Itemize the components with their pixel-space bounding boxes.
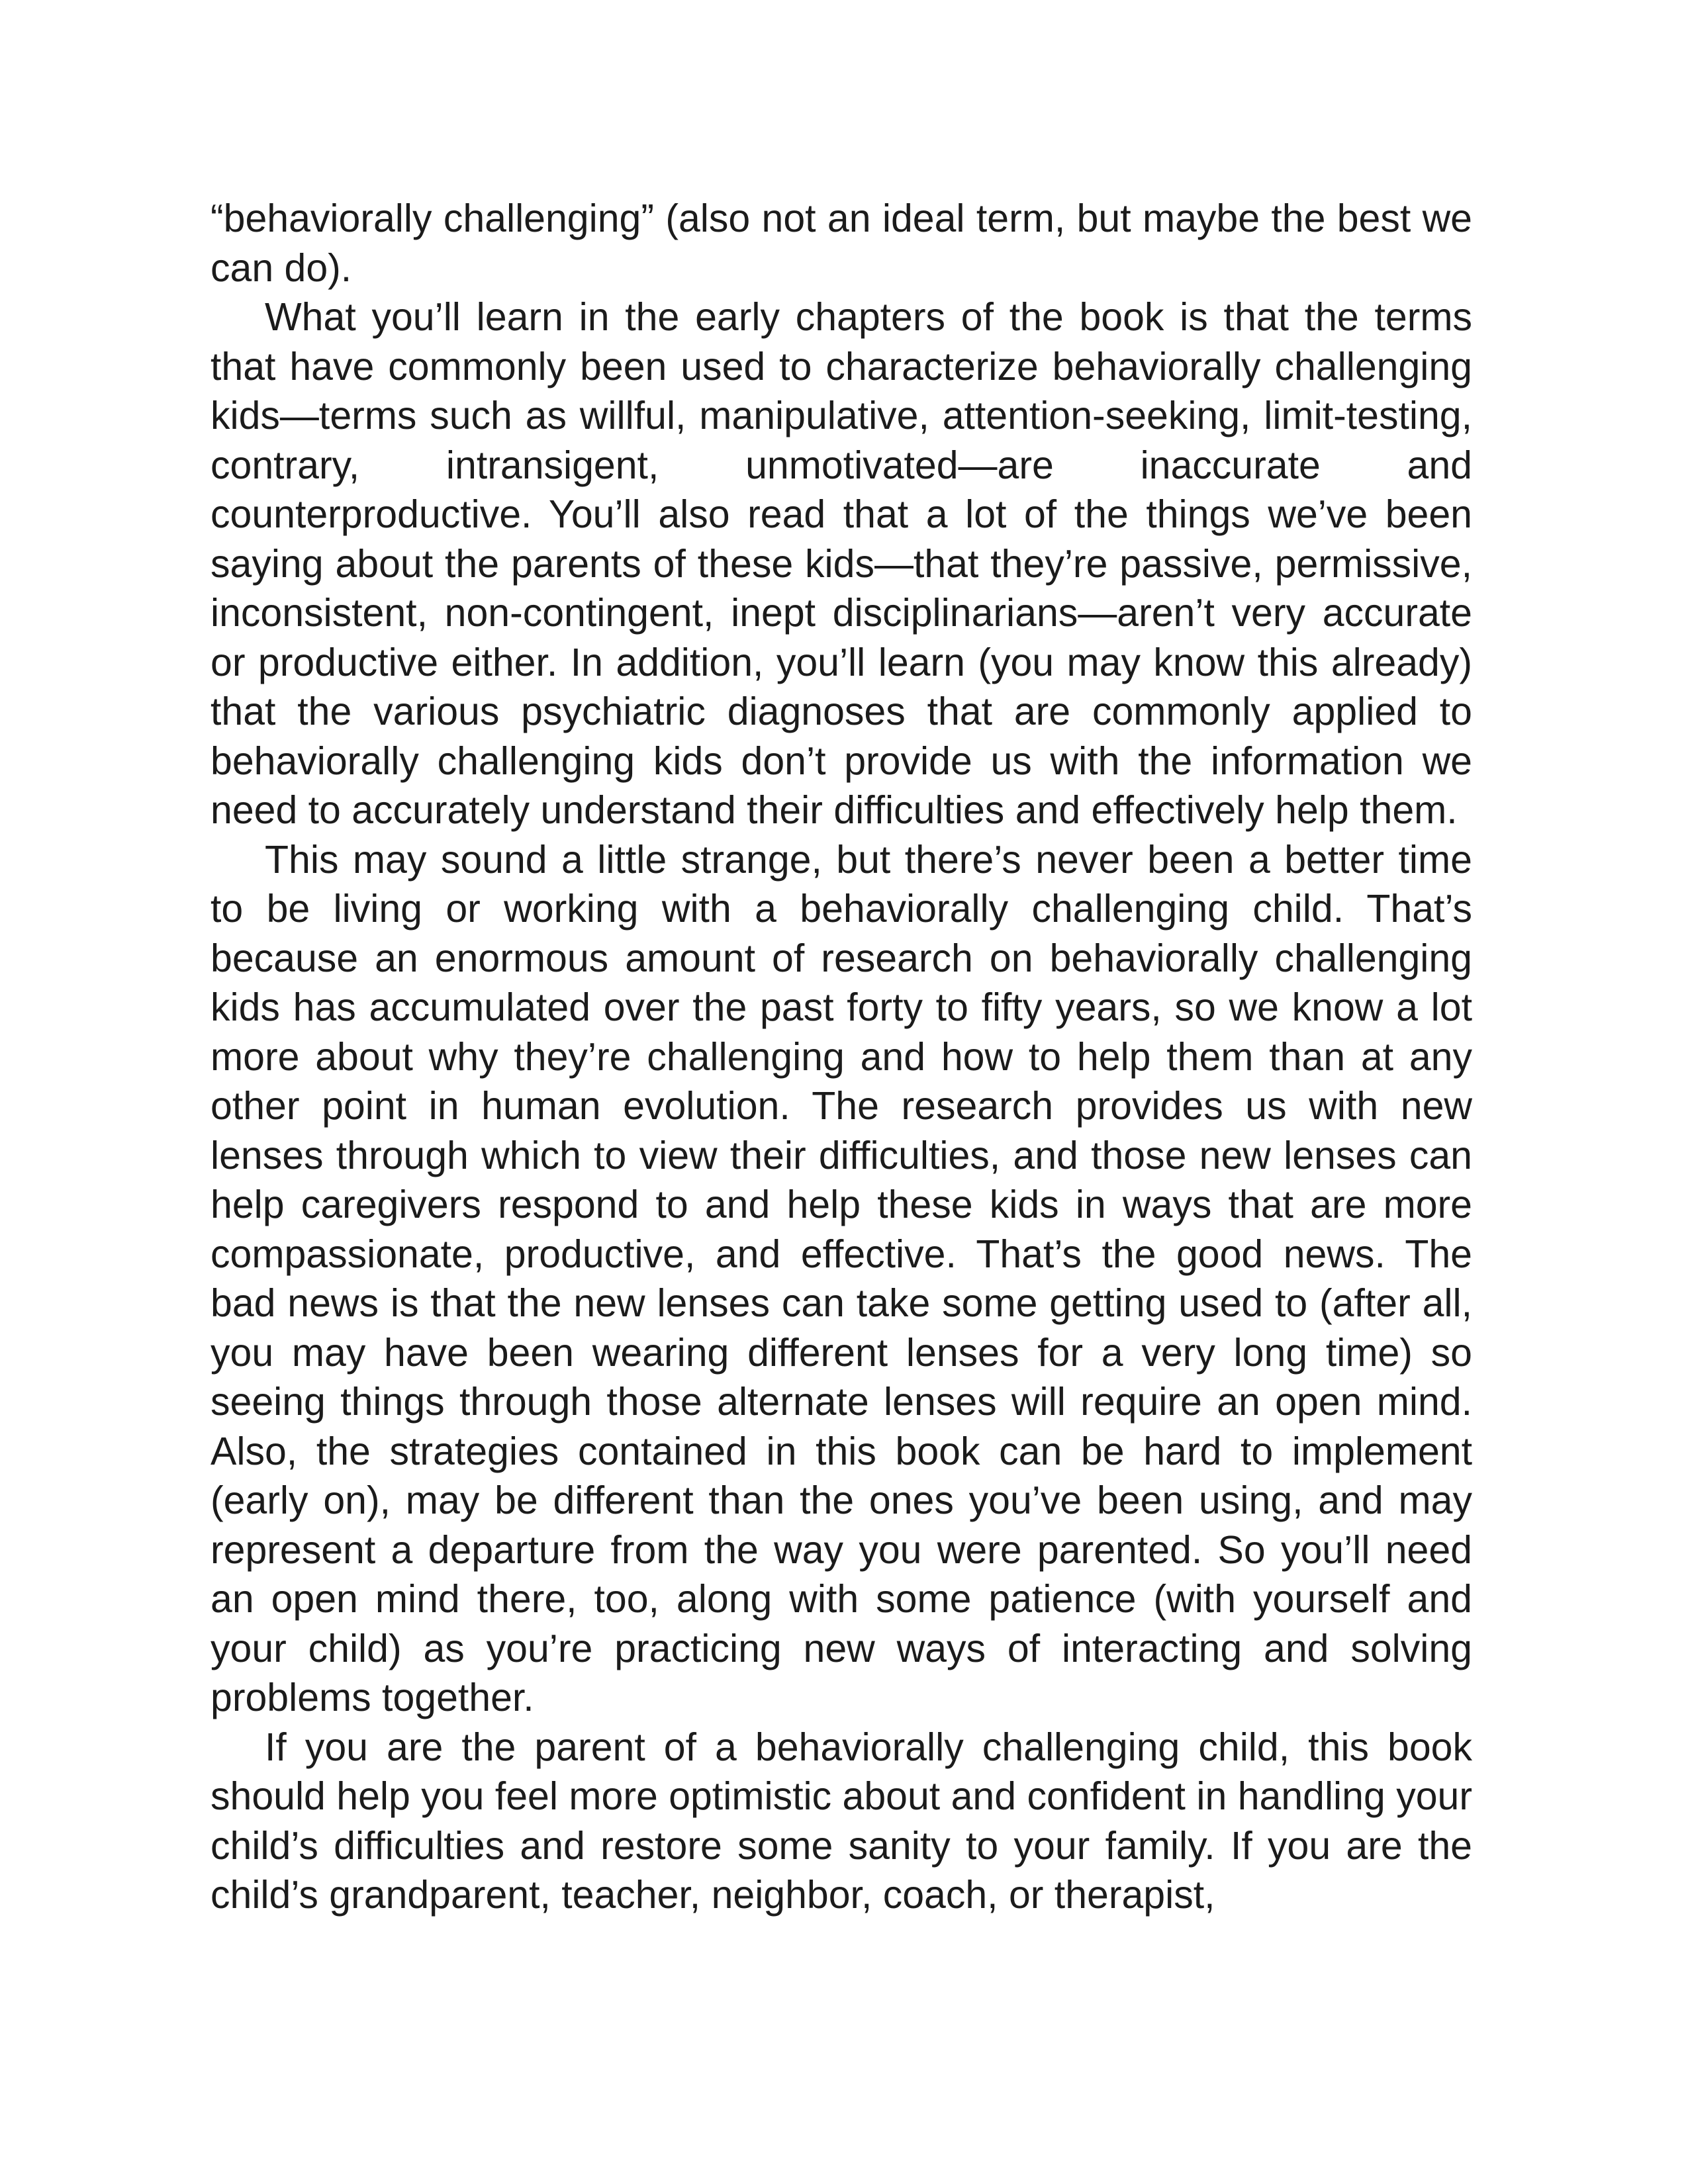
paragraph-continuation: “behaviorally challenging” (also not an ideal term, but maybe the best we can do). xyxy=(211,197,1472,290)
paragraph-audience: If you are the parent of a behaviorally challenging child, this book should help you feel more optimistic about and confident in handling your child’s difficulties and restore some sanity to your family. If you are the child’s grandparent, teacher, neighbor, coach, or therapist, xyxy=(211,1725,1472,1917)
paragraph-research: This may sound a little strange, but there’s never been a better time to be living or working with a behaviorally challenging child. That’s because an enormous amount of research on behaviorally challenging kids has accumulated over the past forty to fifty years, so we know a lot more about why they’re challenging and how to help them than at any other point in human evolution. The research provides us with new lenses through which to view their difficulties, and those new lenses can help caregivers respond to and help these kids in ways that are more compassionate, productive, and effective. That’s the good news. The bad news is that the new lenses can take some getting used to (after all, you may have been wearing different lenses for a very long time) so seeing things through those alternate lenses will require an open mind. Also, the strategies contained in this book can be hard to implement (early on), may be different than the ones you’ve been using, and may represent a departure from the way you were parented. So you’ll need an open mind there, too, along with some patience (with yourself and your child) as you’re practicing new ways of interacting and solving problems together. xyxy=(211,837,1472,1719)
page-body xyxy=(211,194,1472,1920)
paragraph-learning: What you’ll learn in the early chapters of the book is that the terms that have commonly been used to characterize behaviorally challenging kids—terms such as willful, manipulative, attention-seeking, limit-testing, contrary, intransigent, unmotivated—are inaccurate and counterproductive. You’ll also read that a lot of the things we’ve been saying about the parents of these kids—that they’re passive, permissive, inconsistent, non-contingent, inept disciplinarians—aren’t very accurate or productive either. In addition, you’ll learn (you may know this already) that the various psychiatric diagnoses that are commonly applied to behaviorally challenging kids don’t provide us with the information we need to accurately understand their difficulties and effectively help them. xyxy=(211,295,1472,832)
